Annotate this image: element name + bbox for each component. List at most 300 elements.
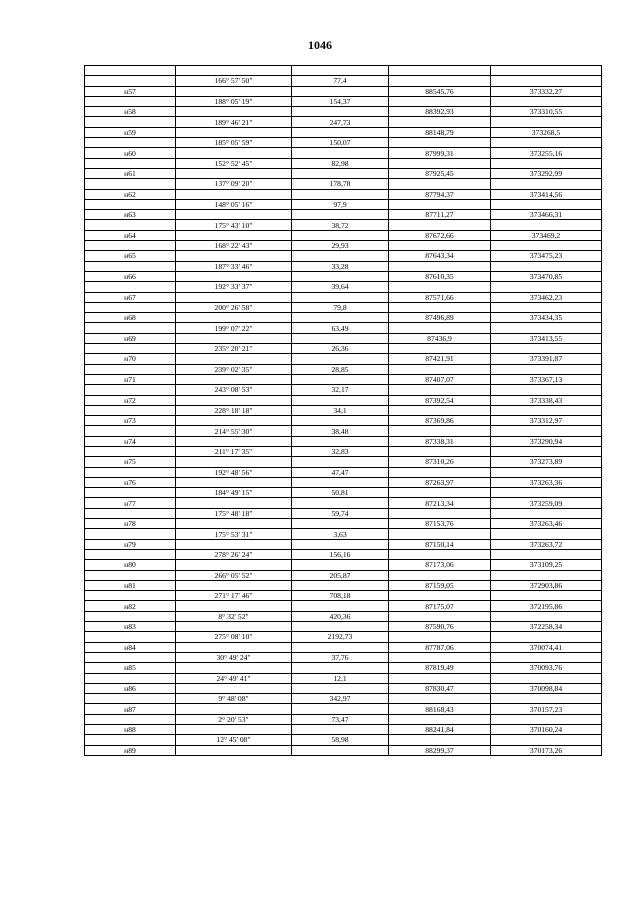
point-id-cell: н86 <box>85 683 176 693</box>
table-row <box>85 241 602 251</box>
y-coordinate-cell: 373263,72 <box>491 539 602 549</box>
bearing-cell <box>176 539 292 549</box>
x-coordinate-cell <box>389 344 491 354</box>
point-id-cell <box>85 364 176 374</box>
bearing-cell: 148° 05' 16" <box>176 199 292 209</box>
distance-cell: 205,87 <box>292 570 389 580</box>
point-id-cell: н76 <box>85 477 176 487</box>
table-row <box>85 488 602 498</box>
distance-cell: 154,37 <box>292 96 389 106</box>
bearing-cell: 175° 43' 10" <box>176 220 292 230</box>
point-id-cell <box>85 673 176 683</box>
x-coordinate-cell <box>389 76 491 86</box>
bearing-cell: 152° 52' 45" <box>176 158 292 168</box>
x-coordinate-cell <box>389 138 491 148</box>
distance-cell <box>292 168 389 178</box>
y-coordinate-cell <box>491 282 602 292</box>
x-coordinate-cell: 87436,9 <box>389 333 491 343</box>
y-coordinate-cell: 373273,89 <box>491 457 602 467</box>
y-coordinate-cell <box>491 364 602 374</box>
bearing-cell: 175° 53' 31" <box>176 529 292 539</box>
point-id-cell <box>85 323 176 333</box>
y-coordinate-cell <box>491 199 602 209</box>
bearing-cell: 271° 17' 46" <box>176 591 292 601</box>
bearing-cell: 166° 57' 50" <box>176 76 292 86</box>
point-id-cell: н85 <box>85 663 176 673</box>
bearing-cell <box>176 642 292 652</box>
bearing-cell: 192° 48' 56" <box>176 467 292 477</box>
x-coordinate-cell: 87672,66 <box>389 230 491 240</box>
table-row <box>85 642 602 652</box>
table-row <box>85 416 602 426</box>
distance-cell <box>292 683 389 693</box>
x-coordinate-cell <box>389 323 491 333</box>
y-coordinate-cell: 370093,76 <box>491 663 602 673</box>
distance-cell <box>292 271 389 281</box>
table-row <box>85 673 602 683</box>
bearing-cell: 24° 49' 41" <box>176 673 292 683</box>
y-coordinate-cell <box>491 735 602 745</box>
table-row <box>85 632 602 642</box>
y-coordinate-cell <box>491 549 602 559</box>
x-coordinate-cell <box>389 632 491 642</box>
distance-cell: 50,81 <box>292 488 389 498</box>
point-id-cell <box>85 549 176 559</box>
distance-cell <box>292 374 389 384</box>
bearing-cell: 211° 17' 35" <box>176 446 292 456</box>
table-row <box>85 539 602 549</box>
table-row <box>85 364 602 374</box>
point-id-cell <box>85 385 176 395</box>
y-coordinate-cell: 372195,86 <box>491 601 602 611</box>
x-coordinate-cell <box>389 570 491 580</box>
y-coordinate-cell: 370160,24 <box>491 725 602 735</box>
y-coordinate-cell <box>491 138 602 148</box>
point-id-cell <box>85 488 176 498</box>
bearing-cell <box>176 395 292 405</box>
x-coordinate-cell <box>389 385 491 395</box>
point-id-cell <box>85 241 176 251</box>
bearing-cell: 235° 20' 21" <box>176 344 292 354</box>
distance-cell <box>292 539 389 549</box>
x-coordinate-cell <box>389 735 491 745</box>
distance-cell <box>292 580 389 590</box>
y-coordinate-cell <box>491 323 602 333</box>
x-coordinate-cell <box>389 426 491 436</box>
bearing-cell <box>176 271 292 281</box>
table-row <box>85 302 602 312</box>
bearing-cell: 192° 33' 37" <box>176 282 292 292</box>
y-coordinate-cell: 373391,87 <box>491 354 602 364</box>
bearing-cell: 243° 08' 53" <box>176 385 292 395</box>
bearing-cell: 214° 55' 30" <box>176 426 292 436</box>
x-coordinate-cell <box>389 302 491 312</box>
bearing-cell: 184° 49' 15" <box>176 488 292 498</box>
table-row <box>85 549 602 559</box>
table-row <box>85 86 602 96</box>
y-coordinate-cell <box>491 302 602 312</box>
point-id-cell <box>85 508 176 518</box>
bearing-cell <box>176 601 292 611</box>
x-coordinate-cell: 87711,27 <box>389 210 491 220</box>
point-id-cell: н60 <box>85 148 176 158</box>
bearing-cell: 137° 09' 20" <box>176 179 292 189</box>
x-coordinate-cell: 87338,31 <box>389 436 491 446</box>
bearing-cell: 9° 48' 08" <box>176 694 292 704</box>
y-coordinate-cell: 373413,55 <box>491 333 602 343</box>
point-id-cell <box>85 282 176 292</box>
table-row <box>85 385 602 395</box>
page-number: 1046 <box>308 38 332 52</box>
table-row <box>85 652 602 662</box>
distance-cell: 33,28 <box>292 261 389 271</box>
distance-cell <box>292 292 389 302</box>
point-id-cell: н73 <box>85 416 176 426</box>
y-coordinate-cell: 373312,97 <box>491 416 602 426</box>
x-coordinate-cell <box>389 158 491 168</box>
point-id-cell: н63 <box>85 210 176 220</box>
bearing-cell <box>176 477 292 487</box>
bearing-cell <box>176 230 292 240</box>
y-coordinate-cell <box>491 426 602 436</box>
table-row <box>85 251 602 261</box>
y-coordinate-cell: 373255,16 <box>491 148 602 158</box>
bearing-cell <box>176 107 292 117</box>
table-row <box>85 179 602 189</box>
y-coordinate-cell: 373338,43 <box>491 395 602 405</box>
table-row <box>85 663 602 673</box>
bearing-cell: 30° 49' 24" <box>176 652 292 662</box>
distance-cell <box>292 251 389 261</box>
x-coordinate-cell: 87153,76 <box>389 519 491 529</box>
table-row <box>85 446 602 456</box>
table-row <box>85 66 602 76</box>
bearing-cell: 12° 45' 08" <box>176 735 292 745</box>
distance-cell: 37,76 <box>292 652 389 662</box>
point-id-cell: н62 <box>85 189 176 199</box>
bearing-cell: 185° 05' 59" <box>176 138 292 148</box>
distance-cell <box>292 436 389 446</box>
distance-cell: 73,47 <box>292 714 389 724</box>
y-coordinate-cell: 370173,26 <box>491 745 602 755</box>
table-row <box>85 220 602 230</box>
y-coordinate-cell <box>491 179 602 189</box>
point-id-cell: н79 <box>85 539 176 549</box>
y-coordinate-cell <box>491 385 602 395</box>
point-id-cell: н74 <box>85 436 176 446</box>
bearing-cell <box>176 189 292 199</box>
y-coordinate-cell: 373462,23 <box>491 292 602 302</box>
y-coordinate-cell: 373109,25 <box>491 560 602 570</box>
x-coordinate-cell: 87571,66 <box>389 292 491 302</box>
distance-cell <box>292 704 389 714</box>
point-id-cell: н57 <box>85 86 176 96</box>
point-id-cell <box>85 302 176 312</box>
y-coordinate-cell <box>491 261 602 271</box>
table-row <box>85 107 602 117</box>
table-row <box>85 508 602 518</box>
y-coordinate-cell <box>491 673 602 683</box>
table-row <box>85 457 602 467</box>
y-coordinate-cell: 373263,46 <box>491 519 602 529</box>
point-id-cell: н64 <box>85 230 176 240</box>
distance-cell: 82,98 <box>292 158 389 168</box>
point-id-cell: н83 <box>85 622 176 632</box>
bearing-cell <box>176 251 292 261</box>
x-coordinate-cell <box>389 673 491 683</box>
distance-cell <box>292 66 389 76</box>
point-id-cell <box>85 96 176 106</box>
y-coordinate-cell <box>491 344 602 354</box>
x-coordinate-cell: 87150,14 <box>389 539 491 549</box>
x-coordinate-cell: 87830,47 <box>389 683 491 693</box>
table-row <box>85 344 602 354</box>
bearing-cell <box>176 683 292 693</box>
y-coordinate-cell <box>491 446 602 456</box>
distance-cell <box>292 86 389 96</box>
table-row <box>85 76 602 86</box>
x-coordinate-cell <box>389 529 491 539</box>
table-row <box>85 292 602 302</box>
y-coordinate-cell <box>491 529 602 539</box>
point-id-cell: н68 <box>85 313 176 323</box>
point-id-cell <box>85 179 176 189</box>
bearing-cell: 168° 22' 43" <box>176 241 292 251</box>
point-id-cell: н82 <box>85 601 176 611</box>
distance-cell <box>292 519 389 529</box>
point-id-cell <box>85 199 176 209</box>
x-coordinate-cell: 87819,49 <box>389 663 491 673</box>
x-coordinate-cell <box>389 199 491 209</box>
x-coordinate-cell <box>389 446 491 456</box>
y-coordinate-cell <box>491 220 602 230</box>
x-coordinate-cell: 87421,91 <box>389 354 491 364</box>
y-coordinate-cell: 372903,86 <box>491 580 602 590</box>
y-coordinate-cell: 370157,23 <box>491 704 602 714</box>
distance-cell: 420,36 <box>292 611 389 621</box>
bearing-cell <box>176 745 292 755</box>
distance-cell: 77,4 <box>292 76 389 86</box>
distance-cell <box>292 642 389 652</box>
y-coordinate-cell <box>491 96 602 106</box>
x-coordinate-cell: 87310,26 <box>389 457 491 467</box>
y-coordinate-cell: 373310,55 <box>491 107 602 117</box>
x-coordinate-cell: 87407,07 <box>389 374 491 384</box>
distance-cell: 2192,73 <box>292 632 389 642</box>
point-id-cell <box>85 694 176 704</box>
distance-cell <box>292 127 389 137</box>
table-row <box>85 477 602 487</box>
table-row <box>85 714 602 724</box>
distance-cell: 12,1 <box>292 673 389 683</box>
y-coordinate-cell: 373292,99 <box>491 168 602 178</box>
point-id-cell <box>85 591 176 601</box>
y-coordinate-cell: 373434,35 <box>491 313 602 323</box>
point-id-cell <box>85 570 176 580</box>
x-coordinate-cell <box>389 405 491 415</box>
table-row <box>85 271 602 281</box>
point-id-cell: н88 <box>85 725 176 735</box>
distance-cell <box>292 107 389 117</box>
y-coordinate-cell: 373263,36 <box>491 477 602 487</box>
y-coordinate-cell <box>491 632 602 642</box>
bearing-cell <box>176 292 292 302</box>
point-id-cell <box>85 261 176 271</box>
x-coordinate-cell: 87175,07 <box>389 601 491 611</box>
table-row <box>85 189 602 199</box>
table-row <box>85 611 602 621</box>
point-id-cell: н66 <box>85 271 176 281</box>
table-row <box>85 354 602 364</box>
table-row <box>85 127 602 137</box>
table-row <box>85 168 602 178</box>
x-coordinate-cell <box>389 652 491 662</box>
y-coordinate-cell <box>491 508 602 518</box>
x-coordinate-cell <box>389 591 491 601</box>
y-coordinate-cell: 373466,31 <box>491 210 602 220</box>
point-id-cell: н70 <box>85 354 176 364</box>
x-coordinate-cell: 87173,06 <box>389 560 491 570</box>
table-row <box>85 745 602 755</box>
distance-cell: 34,1 <box>292 405 389 415</box>
point-id-cell: н65 <box>85 251 176 261</box>
y-coordinate-cell: 373268,5 <box>491 127 602 137</box>
table-body <box>85 66 602 756</box>
bearing-cell <box>176 333 292 343</box>
bearing-cell <box>176 498 292 508</box>
point-id-cell <box>85 467 176 477</box>
x-coordinate-cell: 87369,86 <box>389 416 491 426</box>
y-coordinate-cell: 373367,13 <box>491 374 602 384</box>
bearing-cell: 189° 46' 21" <box>176 117 292 127</box>
distance-cell: 3,63 <box>292 529 389 539</box>
point-id-cell: н75 <box>85 457 176 467</box>
bearing-cell: 175° 48' 18" <box>176 508 292 518</box>
distance-cell <box>292 601 389 611</box>
point-id-cell <box>85 652 176 662</box>
y-coordinate-cell <box>491 488 602 498</box>
bearing-cell <box>176 148 292 158</box>
x-coordinate-cell <box>389 66 491 76</box>
bearing-cell <box>176 622 292 632</box>
table-row <box>85 405 602 415</box>
x-coordinate-cell: 87643,34 <box>389 251 491 261</box>
distance-cell: 59,74 <box>292 508 389 518</box>
table-row <box>85 467 602 477</box>
distance-cell: 47,47 <box>292 467 389 477</box>
x-coordinate-cell: 87610,35 <box>389 271 491 281</box>
point-id-cell <box>85 138 176 148</box>
distance-cell: 178,78 <box>292 179 389 189</box>
table-row <box>85 591 602 601</box>
bearing-cell <box>176 519 292 529</box>
table-row <box>85 725 602 735</box>
point-id-cell: н84 <box>85 642 176 652</box>
y-coordinate-cell <box>491 570 602 580</box>
x-coordinate-cell <box>389 282 491 292</box>
table-row <box>85 683 602 693</box>
x-coordinate-cell <box>389 467 491 477</box>
table-row <box>85 333 602 343</box>
distance-cell: 156,16 <box>292 549 389 559</box>
distance-cell <box>292 745 389 755</box>
table-row <box>85 199 602 209</box>
y-coordinate-cell <box>491 694 602 704</box>
distance-cell: 58,98 <box>292 735 389 745</box>
point-id-cell: н87 <box>85 704 176 714</box>
x-coordinate-cell <box>389 179 491 189</box>
bearing-cell <box>176 127 292 137</box>
x-coordinate-cell <box>389 714 491 724</box>
distance-cell <box>292 189 389 199</box>
table-row <box>85 735 602 745</box>
bearing-cell <box>176 704 292 714</box>
bearing-cell: 275° 08' 10" <box>176 632 292 642</box>
y-coordinate-cell <box>491 714 602 724</box>
table-row <box>85 313 602 323</box>
y-coordinate-cell: 373475,23 <box>491 251 602 261</box>
x-coordinate-cell <box>389 364 491 374</box>
x-coordinate-cell: 87590,76 <box>389 622 491 632</box>
point-id-cell <box>85 446 176 456</box>
bearing-cell <box>176 416 292 426</box>
distance-cell: 32,17 <box>292 385 389 395</box>
x-coordinate-cell <box>389 694 491 704</box>
point-id-cell <box>85 611 176 621</box>
point-id-cell: н81 <box>85 580 176 590</box>
distance-cell <box>292 457 389 467</box>
point-id-cell <box>85 405 176 415</box>
y-coordinate-cell <box>491 76 602 86</box>
point-id-cell: н72 <box>85 395 176 405</box>
x-coordinate-cell: 88299,37 <box>389 745 491 755</box>
x-coordinate-cell: 88545,76 <box>389 86 491 96</box>
table-row <box>85 96 602 106</box>
y-coordinate-cell: 373259,09 <box>491 498 602 508</box>
distance-cell <box>292 230 389 240</box>
table-row <box>85 230 602 240</box>
x-coordinate-cell: 88392,93 <box>389 107 491 117</box>
x-coordinate-cell: 87213,34 <box>389 498 491 508</box>
point-id-cell: н58 <box>85 107 176 117</box>
distance-cell: 39,64 <box>292 282 389 292</box>
distance-cell <box>292 477 389 487</box>
bearing-cell: 200° 26' 58" <box>176 302 292 312</box>
point-id-cell <box>85 76 176 86</box>
y-coordinate-cell: 373470,85 <box>491 271 602 281</box>
point-id-cell <box>85 735 176 745</box>
bearing-cell: 8° 32' 52" <box>176 611 292 621</box>
distance-cell <box>292 416 389 426</box>
distance-cell <box>292 313 389 323</box>
table-row <box>85 519 602 529</box>
point-id-cell: н78 <box>85 519 176 529</box>
bearing-cell: 228° 18' 18" <box>176 405 292 415</box>
y-coordinate-cell: 373290,94 <box>491 436 602 446</box>
distance-cell: 342,97 <box>292 694 389 704</box>
point-id-cell: н80 <box>85 560 176 570</box>
x-coordinate-cell: 87263,97 <box>389 477 491 487</box>
y-coordinate-cell <box>491 158 602 168</box>
distance-cell: 26,36 <box>292 344 389 354</box>
bearing-cell <box>176 436 292 446</box>
x-coordinate-cell <box>389 508 491 518</box>
point-id-cell <box>85 529 176 539</box>
table-row <box>85 138 602 148</box>
distance-cell <box>292 148 389 158</box>
bearing-cell <box>176 210 292 220</box>
x-coordinate-cell <box>389 549 491 559</box>
